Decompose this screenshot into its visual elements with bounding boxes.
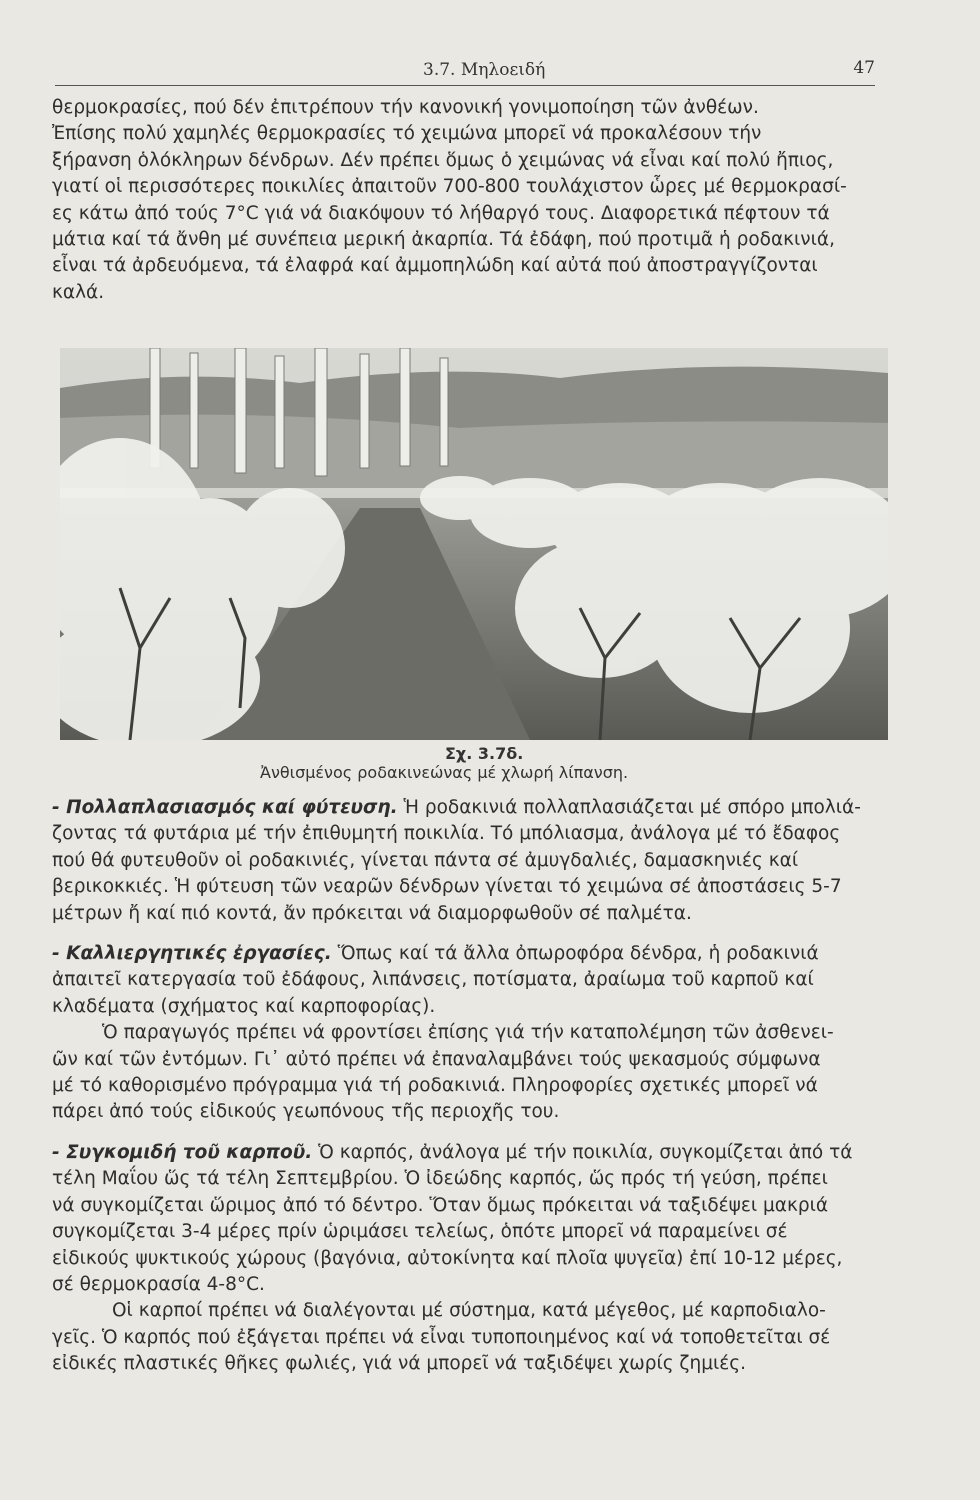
text-line: εἰδικούς ψυκτικούς χώρους (βαγόνια, αὐτοκίνητα καί πλοῖα ψυγεῖα) ἐπί 10-12 μέρες,: [52, 1247, 843, 1269]
text-line: Ὁ παραγωγός πρέπει νά φροντίσει ἐπίσης γιά τήν καταπολέμηση τῶν ἀσθενει-: [102, 1022, 834, 1044]
section-heading: - Καλλιεργητικές ἐργασίες.: [52, 943, 332, 965]
text-line: μέτρων ἤ καί πιό κοντά, ἄν πρόκειται νά διαμορφωθοῦν σέ παλμέτα.: [52, 902, 692, 924]
text-line: νά συγκομίζεται ὥριμος ἀπό τό δέντρο. Ὅταν ὅμως πρόκειται νά ταξιδέψει μακριά: [52, 1194, 829, 1216]
figure-number: Σχ. 3.7δ.: [445, 744, 524, 763]
text-line: συγκομίζεται 3-4 μέρες πρίν ὡριμάσει τελείως, ὁπότε μπορεῖ νά παραμείνει σέ: [52, 1221, 788, 1243]
text-line: ἀπαιτεῖ κατεργασία τοῦ ἐδάφους, λιπάνσεις, ποτίσματα, ἀραίωμα τοῦ καρποῦ καί: [52, 969, 814, 991]
text-line: θερμοκρασίες, πού δέν ἐπιτρέπουν τήν κανονική γονιμοποίηση τῶν ἀνθέων.: [52, 97, 759, 118]
text-line: μέ τό καθορισμένο πρόγραμμα γιά τή ροδακινιά. Πληροφορίες σχετικές μπορεῖ νά: [52, 1075, 818, 1097]
text-line: ῶν καί τῶν ἐντόμων. Γι᾽ αὐτό πρέπει νά ἐπαναλαμβάνει τούς ψεκασμούς σύμφωνα: [52, 1048, 821, 1070]
text-line: βερικοκκιές. Ἡ φύτευση τῶν νεαρῶν δένδρων γίνεται τό χειμώνα σέ ἀποστάσεις 5-7: [52, 876, 842, 898]
text-line: γιατί οἱ περισσότερες ποικιλίες ἀπαιτοῦν 700-800 τουλάχιστον ὧρες μέ θερμοκρασί-: [52, 176, 847, 198]
text-line: σέ θερμοκρασία 4-8°C.: [52, 1273, 265, 1295]
text-span: Ὅπως καί τά ἄλλα ὀπωροφόρα δένδρα, ἡ ροδακινιά: [331, 943, 819, 965]
text-line: ζοντας τά φυτάρια μέ τήν ἐπιθυμητή ποικιλία. Τό μπόλιασμα, ἀνάλογα μέ τό ἔδαφος: [52, 823, 841, 845]
text-line: γεῖς. Ὁ καρπός πού ἐξάγεται πρέπει νά εἶναι τυποποιημένος καί νά τοποθετεῖται σέ: [52, 1326, 831, 1348]
text-span: Ὁ καρπός, ἀνάλογα μέ τήν ποικιλία, συγκομίζεται ἀπό τά: [312, 1141, 853, 1163]
text-line: πάρει ἀπό τούς εἰδικούς γεωπόνους τῆς περιοχῆς του.: [52, 1101, 560, 1123]
section-title: 3.7. Μηλοειδή: [423, 60, 546, 80]
text-line: ες κάτω ἀπό τούς 7°C γιά νά διακόψουν τό λήθαργό τους. Διαφορετικά πέφτουν τά: [52, 202, 830, 224]
text-line: [52, 941, 912, 967]
section-heading: - Συγκομιδή τοῦ καρποῦ.: [52, 1141, 313, 1163]
text-line: Οἱ καρποί πρέπει νά διαλέγονται μέ σύστημα, κατά μέγεθος, μέ καρποδιαλο-: [112, 1300, 826, 1322]
paragraph-intro: [52, 95, 912, 306]
orchard-photo: [60, 348, 888, 740]
text-line: εἶναι τά ἀρδευόμενα, τά ἐλαφρά καί ἀμμοπηλώδη καί αὐτά πού ἀποστραγγίζονται: [52, 255, 818, 277]
text-line: πού θά φυτευθοῦν οἱ ροδακινιές, γίνεται πάντα σέ ἀμυγδαλιές, δαμασκηνιές καί: [52, 849, 799, 871]
text-line: μάτια καί τά ἄνθη μέ συνέπεια μερική ἀκαρπία. Τά ἐδάφη, πού προτιμᾶ ἡ ροδακινιά,: [52, 229, 835, 251]
figure-caption: Ἀνθισμένος ροδακινεώνας μέ χλωρή λίπανση.: [260, 763, 629, 782]
text-line: καλά.: [52, 281, 105, 303]
section-heading: - Πολλαπλασιασμός καί φύτευση.: [52, 797, 398, 818]
paragraph-body: [52, 795, 912, 1378]
text-line: [52, 795, 912, 821]
text-line: κλαδέματα (σχήματος καί καρποφορίας).: [52, 995, 436, 1017]
text-line: ξήρανση ὁλόκληρων δένδρων. Δέν πρέπει ὅμως ὁ χειμώνας νά εἶναι καί πολύ ἤπιος,: [52, 149, 834, 171]
page-header: [55, 55, 875, 86]
page-number: 47: [853, 58, 875, 78]
text-line: τέλη Μαΐου ὥς τά τέλη Σεπτεμβρίου. Ὁ ἰδεώδης καρπός, ὥς πρός τή γεύση, πρέπει: [52, 1168, 828, 1190]
text-span: Ἡ ροδακινιά πολλαπλασιάζεται μέ σπόρο μπολιά-: [397, 797, 861, 818]
text-line: Ἐπίσης πολύ χαμηλές θερμοκρασίες τό χειμώνα μπορεῖ νά προκαλέσουν τήν: [52, 123, 762, 145]
text-line: [52, 1140, 912, 1166]
text-line: εἰδικές πλαστικές θῆκες φωλιές, γιά νά μπορεῖ νά ταξιδέψει χωρίς ζημιές.: [52, 1353, 746, 1375]
